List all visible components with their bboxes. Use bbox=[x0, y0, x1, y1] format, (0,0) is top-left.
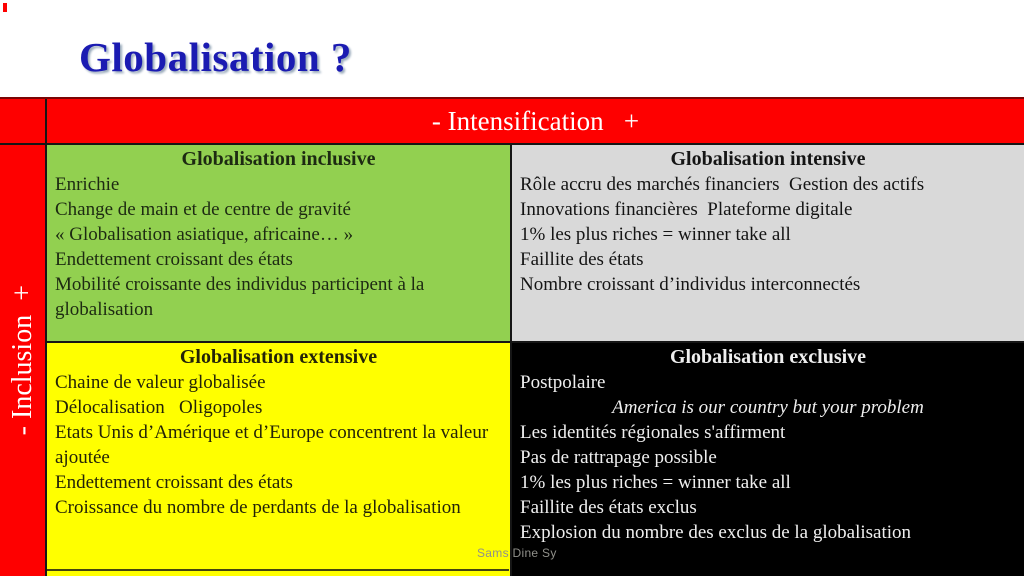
quadrant-line: Faillite des états exclus bbox=[520, 497, 697, 518]
quadrant-line: Mobilité croissante des individus participent à la globalisation bbox=[55, 274, 430, 320]
quadrant-line: Endettement croissant des états bbox=[55, 472, 293, 493]
vertical-axis-cell bbox=[0, 145, 45, 576]
vertical-axis-label: - Inclusion + bbox=[6, 285, 38, 436]
horizontal-axis-label: - Intensification + bbox=[431, 105, 640, 136]
quadrant-line: Délocalisation Oligopoles bbox=[55, 397, 263, 418]
quadrant-line: Les identités régionales s'affirment bbox=[520, 422, 786, 443]
quadrant-exclusive-title: Globalisation exclusive bbox=[669, 346, 867, 368]
quadrant-line: Nombre croissant d’individus interconnectés bbox=[520, 274, 861, 295]
quadrant-extensive bbox=[47, 343, 510, 576]
quadrant-line: Innovations financières Plateforme digitale bbox=[520, 199, 853, 220]
horizontal-axis-cell bbox=[47, 99, 1024, 143]
page-title: Globalisation ? bbox=[79, 34, 352, 80]
quadrant-exclusive bbox=[512, 343, 1024, 576]
quadrant-line: Enrichie bbox=[55, 174, 120, 195]
quadrant-inclusive-title: Globalisation inclusive bbox=[181, 148, 376, 170]
quadrant-line: Change de main et de centre de gravité bbox=[55, 199, 351, 220]
quadrant-intensive bbox=[512, 145, 1024, 341]
quadrant-line: Explosion du nombre des exclus de la globalisation bbox=[520, 522, 912, 543]
quadrant-line-emphasis: America is our country but your problem bbox=[612, 397, 924, 418]
quadrant-line: Rôle accru des marchés financiers Gestion des actifs bbox=[520, 174, 925, 195]
quadrant-line: Postpolaire bbox=[520, 372, 606, 393]
matrix-corner-cell bbox=[0, 99, 45, 143]
author-watermark: Sams Dine Sy bbox=[477, 546, 557, 560]
table-bottom-border-line bbox=[47, 569, 509, 571]
quadrant-line: Croissance du nombre de perdants de la globalisation bbox=[55, 497, 461, 518]
quadrant-line: 1% les plus riches = winner take all bbox=[520, 472, 791, 493]
quadrant-line: Pas de rattrapage possible bbox=[520, 447, 717, 468]
quadrant-line: Chaine de valeur globalisée bbox=[55, 372, 266, 393]
quadrant-line: Endettement croissant des états bbox=[55, 249, 293, 270]
quadrant-line: Faillite des états bbox=[520, 249, 644, 270]
slide-edge-red-mark bbox=[3, 3, 7, 12]
quadrant-intensive-title: Globalisation intensive bbox=[670, 148, 866, 170]
quadrant-line: 1% les plus riches = winner take all bbox=[520, 224, 791, 245]
quadrant-extensive-title: Globalisation extensive bbox=[179, 346, 378, 368]
quadrant-matrix-table bbox=[0, 97, 1024, 576]
quadrant-line: Etats Unis d’Amérique et d’Europe concentrent la valeur ajoutée bbox=[55, 422, 493, 468]
quadrant-line: « Globalisation asiatique, africaine… » bbox=[55, 224, 354, 245]
quadrant-inclusive bbox=[47, 145, 510, 341]
